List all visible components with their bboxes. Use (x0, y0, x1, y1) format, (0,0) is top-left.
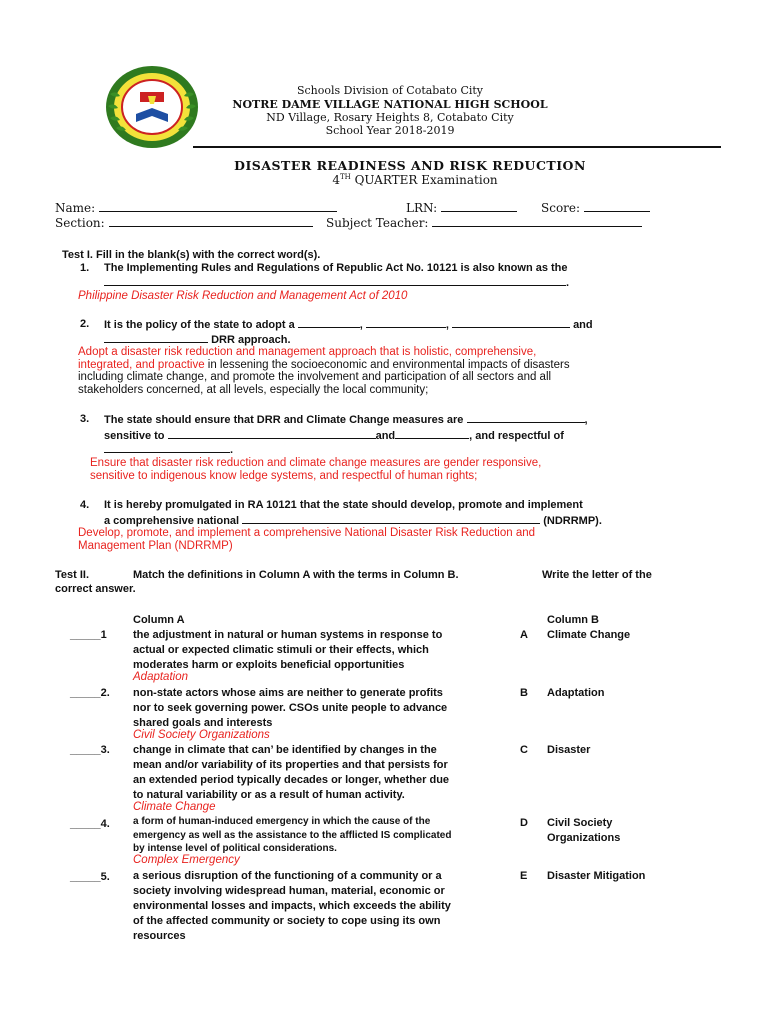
term-a-letter: A (520, 629, 528, 641)
q3-line2[interactable]: sensitive to and , and respectful of (104, 430, 564, 442)
school-year: School Year 2018-2019 (325, 124, 455, 137)
test2-instruction-3: correct answer. (55, 583, 136, 595)
q1-blank[interactable]: . (104, 275, 569, 291)
q4-text: It is hereby promulgated in RA 10121 that the state should develop, promote and implement (104, 499, 583, 511)
q1-number: 1. (80, 262, 90, 274)
item2-answer-blank[interactable]: _____2. (70, 687, 110, 699)
q3-blank[interactable]: . (104, 442, 233, 458)
section-field[interactable]: Section: (55, 216, 313, 230)
school-name: NOTRE DAME VILLAGE NATIONAL HIGH SCHOOL (232, 98, 548, 111)
header-rule (193, 146, 721, 148)
school-address: ND Village, Rosary Heights 8, Cotabato City (266, 111, 514, 124)
teacher-field[interactable]: Subject Teacher: (326, 216, 642, 230)
q4-number: 4. (80, 499, 90, 511)
term-d-letter: D (520, 817, 528, 829)
item1-answer-blank[interactable]: _____1 (70, 629, 107, 641)
name-field[interactable]: Name: (55, 201, 337, 215)
test2-instruction-2: Write the letter of the (542, 569, 652, 581)
q1-answer: Philippine Disaster Risk Reduction and Management Act of 2010 (78, 290, 408, 302)
q4-line2[interactable]: a comprehensive national (NDRRMP). (104, 515, 602, 527)
test2-instruction: Match the definitions in Column A with the terms in Column B. (133, 569, 459, 581)
term-b: Adaptation (547, 687, 605, 699)
column-b-header: Column B (547, 614, 599, 626)
term-b-letter: B (520, 687, 528, 699)
q2-number: 2. (80, 318, 90, 330)
item4-answer-blank[interactable]: _____4. (70, 818, 110, 830)
division-line: Schools Division of Cotabato City (296, 84, 484, 97)
item1-definition: the adjustment in natural or human systems in response to actual or expected climatic stimuli or their effects, which moderates harm or exploits beneficial opportunities (133, 629, 443, 671)
test2-label: Test II. (55, 569, 90, 581)
item2-answer: Civil Society Organizations (133, 729, 270, 741)
term-a: Climate Change (547, 629, 631, 641)
q1-text: The Implementing Rules and Regulations of Republic Act No. 10121 is also known as the (104, 262, 568, 274)
item5-answer-blank[interactable]: _____5. (70, 871, 110, 883)
term-e: Disaster Mitigation (547, 870, 646, 882)
school-seal-logo (104, 64, 200, 150)
lrn-field[interactable]: LRN: (406, 201, 517, 215)
exam-title: 4TH QUARTER Examination (332, 173, 498, 187)
item3-answer: Climate Change (133, 801, 216, 813)
subject-title: DISASTER READINESS AND RISK REDUCTION (234, 158, 586, 173)
item4-definition: a form of human-induced emergency in which the cause of the emergency as well as the assistance to the afflicted IS complicated by intense level of political considerations. (133, 816, 452, 854)
q2-text[interactable]: It is the policy of the state to adopt a , , and (104, 319, 593, 331)
item5-definition: a serious disruption of the functioning of a community or a society involving widespread human, material, economic or environmental losses and impacts, which exceeds the ability of the affected community or society to cope using its own resources (133, 870, 451, 942)
q2-blank[interactable]: DRR approach. (104, 332, 291, 348)
q2-answer: Adopt a disaster risk reduction and management approach that is holistic, comprehensive, integrated, and proactive in lessening the socioeconomic and environmental impacts of disasters including climate change, and promote the involvement and participation of all sectors and all stakeholders concerned, at all levels, especially the local community; (78, 346, 570, 396)
score-field[interactable]: Score: (541, 201, 650, 215)
column-a-header: Column A (133, 614, 185, 626)
q3-number: 3. (80, 413, 90, 425)
q3-text[interactable]: The state should ensure that DRR and Climate Change measures are , (104, 414, 588, 426)
item1-answer: Adaptation (133, 671, 188, 683)
test1-title: Test I. Fill in the blank(s) with the correct word(s). (62, 249, 321, 261)
item3-definition: change in climate that can’ be identified by changes in the mean and/or variability of its properties and that persists for an extended period typically decades or longer, whether due to natural variability or as a result of human activity. (133, 744, 450, 801)
term-d: Civil Society Organizations (547, 817, 621, 844)
item3-answer-blank[interactable]: _____3. (70, 744, 110, 756)
item2-definition: non-state actors whose aims are neither to generate profits nor to seek governing power. CSOs unite people to advance shared goals and interests (133, 687, 448, 729)
term-c: Disaster (547, 744, 591, 756)
q3-answer: Ensure that disaster risk reduction and climate change measures are gender responsive, sensitive to indigenous know ledge systems, and respectful of human rights; (90, 457, 542, 482)
item4-answer: Complex Emergency (133, 854, 240, 866)
term-c-letter: C (520, 744, 528, 756)
q4-answer: Develop, promote, and implement a comprehensive National Disaster Risk Reduction and Management Plan (NDRRMP) (78, 527, 536, 552)
term-e-letter: E (520, 870, 528, 882)
